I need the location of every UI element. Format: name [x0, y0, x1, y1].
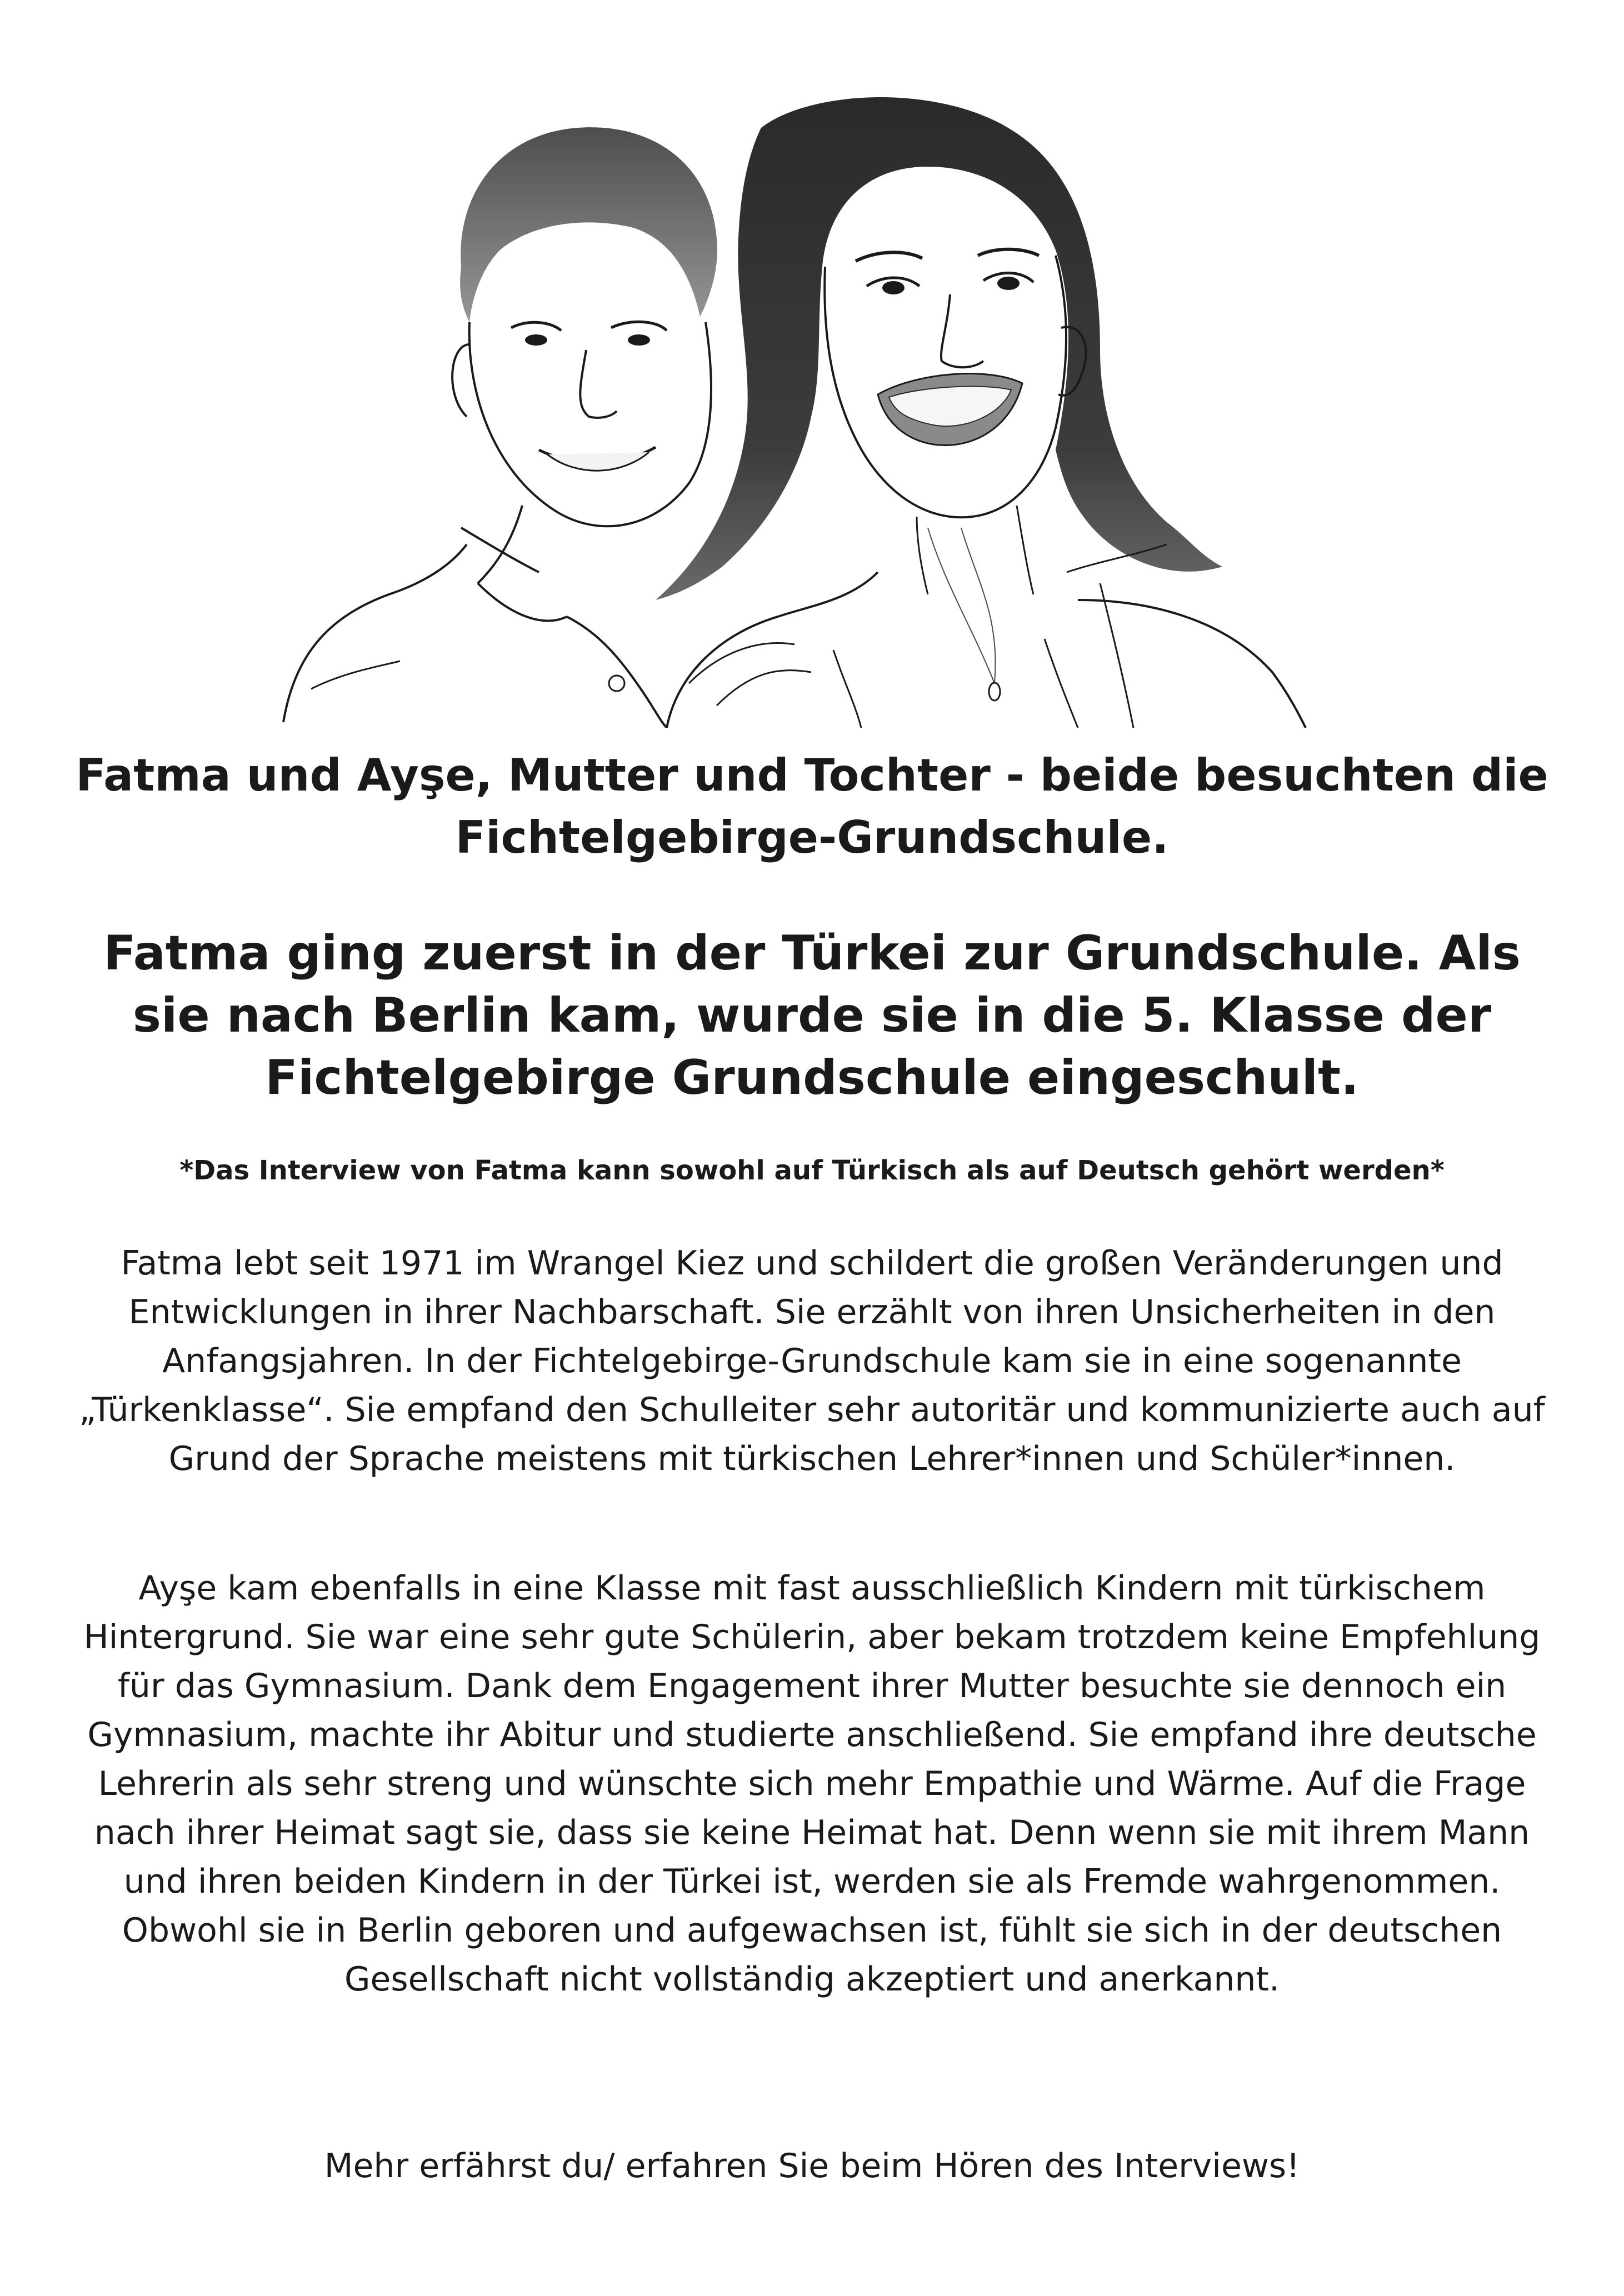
closing-call-to-action: Mehr erfährst du/ erfahren Sie beim Hören des Interviews!	[324, 2147, 1300, 2185]
portrait-illustration	[278, 83, 1361, 728]
headline-intro: Fatma und Ayşe, Mutter und Tochter - beide besuchten die Fichtelgebirge-Grundschule.	[76, 749, 1548, 863]
headline-fatma-school: Fatma ging zuerst in der Türkei zur Grundschule. Als sie nach Berlin kam, wurde sie in die 5. Klasse der Fichtelgebirge Grundschule eingeschult.	[103, 926, 1521, 1106]
paragraph-ayse: Ayşe kam ebenfalls in eine Klasse mit fast ausschließlich Kindern mit türkischem Hintergrund. Sie war eine sehr gute Schülerin, aber bekam trotzdem keine Empfehlung für das Gymnasium. Dank dem Engagement ihrer Mutter besuchte sie dennoch ein Gymnasium, machte ihr Abitur und studierte anschließend. Sie empfand ihre deutsche Lehrerin als sehr streng und wünschte sich mehr Empathie und Wärme. Auf die Frage nach ihrer Heimat sagt sie, dass sie keine Heimat hat. Denn wenn sie mit ihrem Mann und ihren beiden Kindern in der Türkei ist, werden sie als Fremde wahrgenommen. Obwohl sie in Berlin geboren und aufgewachsen ist, fühlt sie sich in der deutschen Gesellschaft nicht vollständig akzeptiert und anerkannt.	[83, 1569, 1541, 1999]
mother-figure	[283, 127, 717, 728]
daughter-figure	[656, 97, 1306, 728]
interview-language-note: *Das Interview von Fatma kann sowohl auf Türkisch als auf Deutsch gehört werden*	[179, 1155, 1445, 1186]
paragraph-fatma: Fatma lebt seit 1971 im Wrangel Kiez und schildert die großen Veränderungen und Entwicklungen in ihrer Nachbarschaft. Sie erzählt von ihren Unsicherheiten in den Anfangsjahren. In der Fichtelgebirge-Grundschule kam sie in eine sogenannte „Türkenklasse“. Sie empfand den Schulleiter sehr autoritär und kommunizierte auch auf Grund der Sprache meistens mit türkischen Lehrer*innen und Schüler*innen.	[79, 1244, 1545, 1478]
